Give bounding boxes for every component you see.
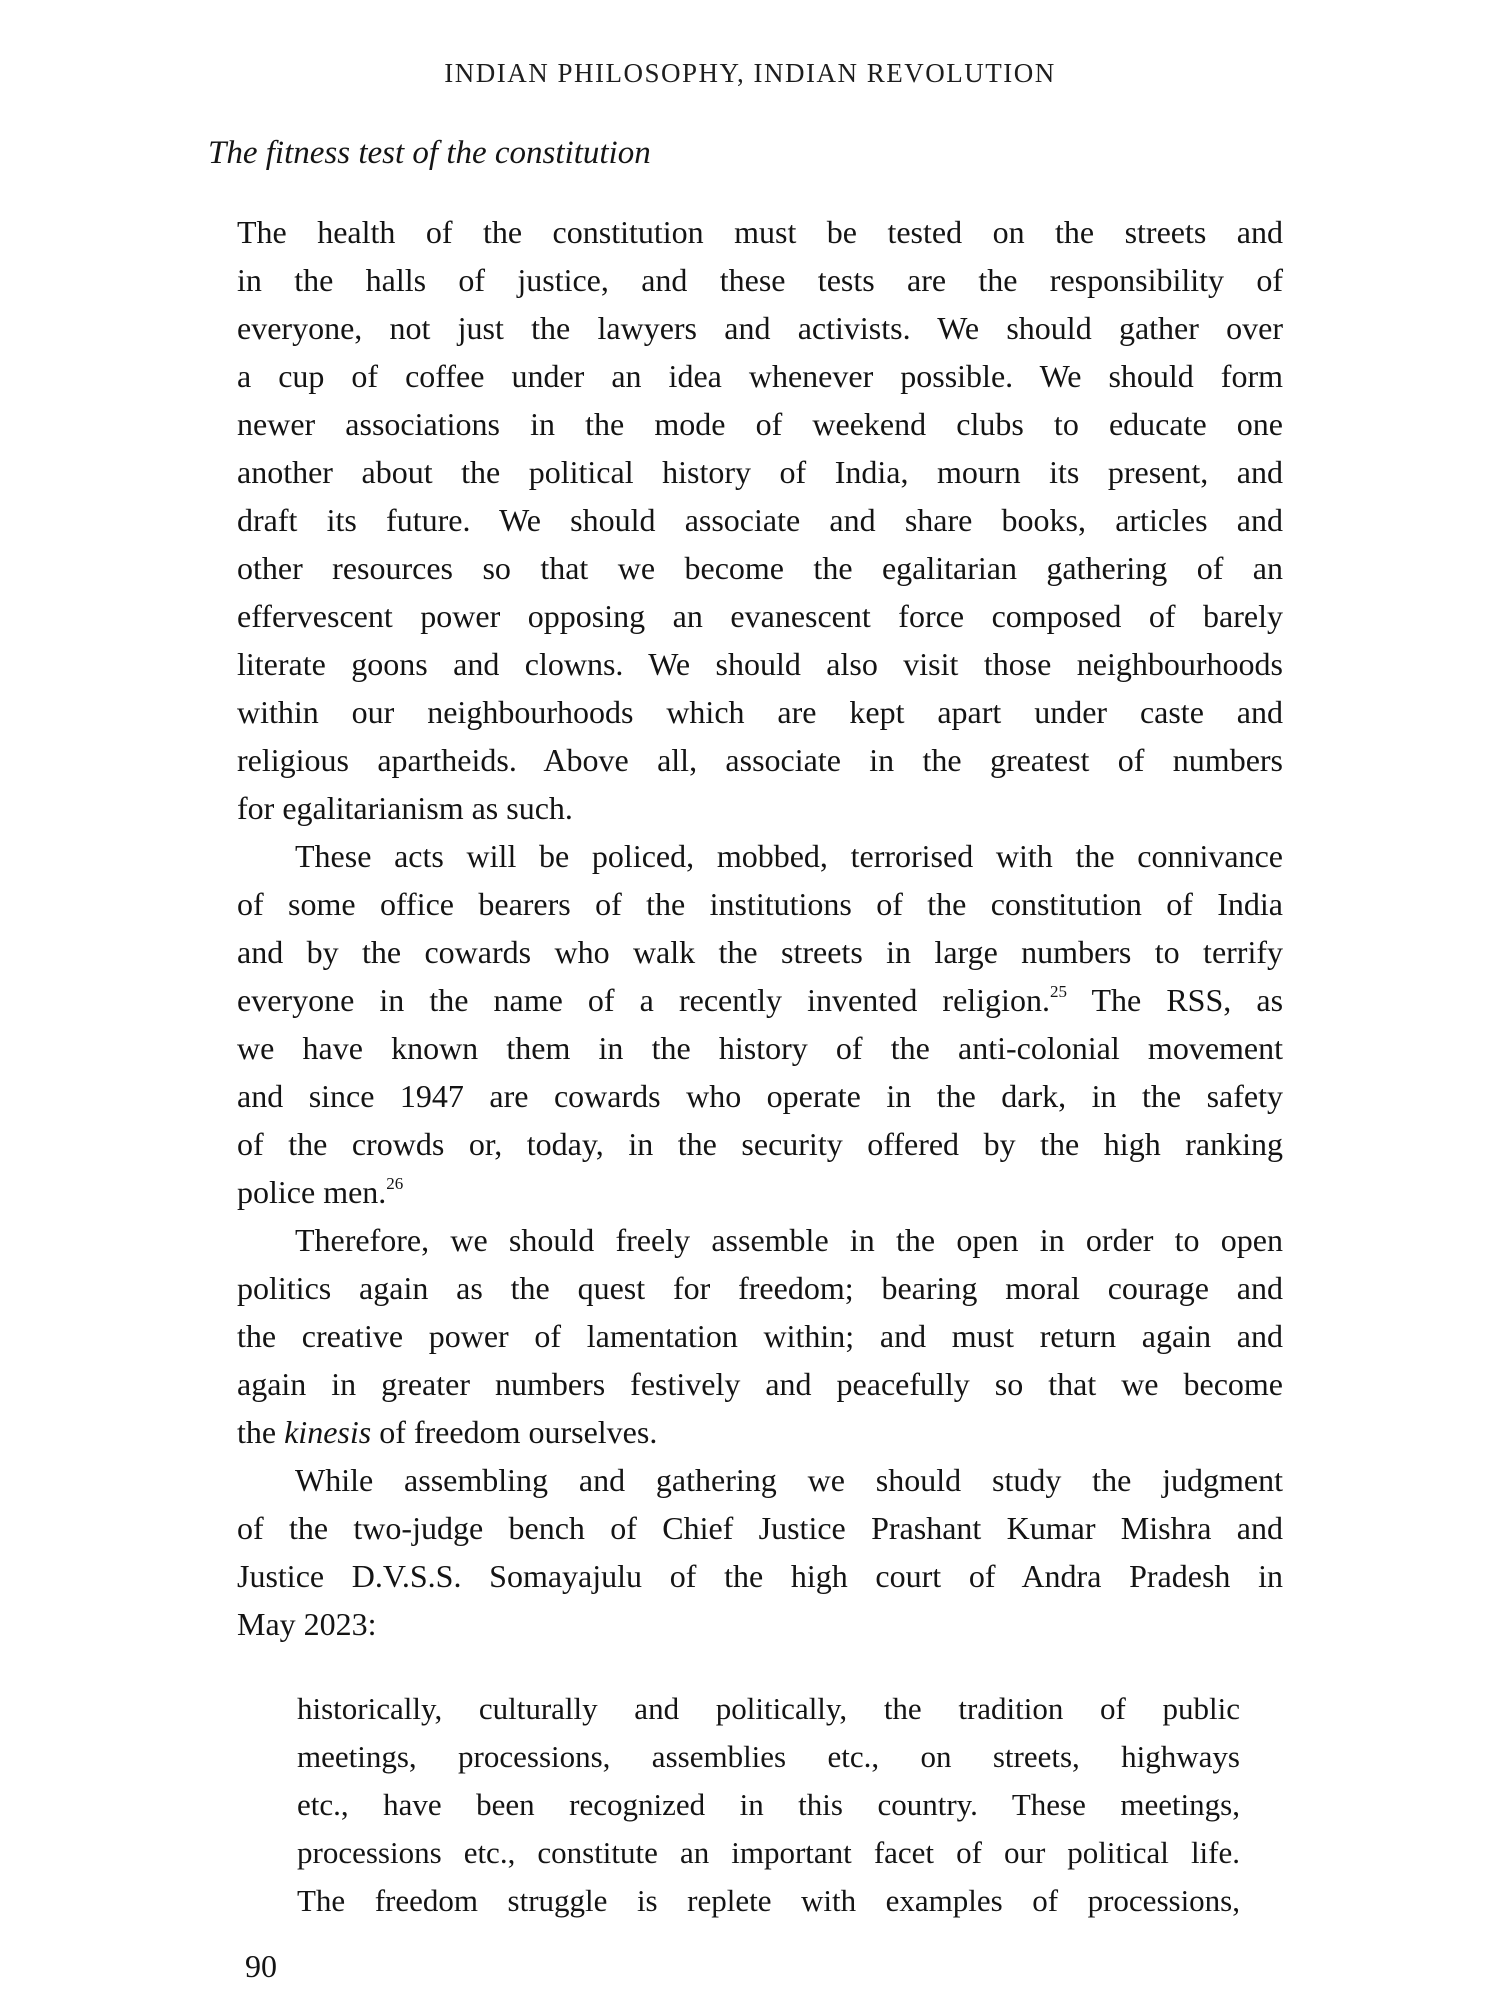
running-head: INDIAN PHILOSOPHY, INDIAN REVOLUTION bbox=[444, 58, 1056, 88]
text-line: another about the political history of India, mourn its present, and bbox=[237, 454, 1283, 490]
text-segment: of freedom ourselves. bbox=[379, 1414, 658, 1450]
text-line: the creative power of lamentation within; and must return again and bbox=[237, 1318, 1283, 1354]
text-line: other resources so that we become the egalitarian gathering of an bbox=[237, 550, 1283, 586]
text-line bbox=[237, 1408, 1283, 1456]
text-line: everyone, not just the lawyers and activists. We should gather over bbox=[237, 310, 1283, 346]
text-segment: everyone in the name of a recently invented religion. bbox=[237, 982, 1050, 1018]
text-line: Justice D.V.S.S. Somayajulu of the high court of Andra Pradesh in bbox=[237, 1558, 1283, 1594]
text-line: These acts will be policed, mobbed, terrorised with the connivance bbox=[295, 838, 1283, 874]
text-line: in the halls of justice, and these tests are the responsibility of bbox=[237, 262, 1283, 298]
section-heading: The fitness test of the constitution bbox=[208, 135, 651, 171]
text-line: a cup of coffee under an idea whenever possible. We should form bbox=[237, 358, 1283, 394]
body-text bbox=[237, 208, 1283, 1648]
text-line: religious apartheids. Above all, associate in the greatest of numbers bbox=[237, 742, 1283, 778]
footnote-marker-25[interactable]: 25 bbox=[1049, 982, 1067, 1001]
paragraph-1 bbox=[237, 208, 1283, 832]
text-line: again in greater numbers festively and peacefully so that we become bbox=[237, 1366, 1283, 1402]
text-line: we have known them in the history of the anti-colonial movement bbox=[237, 1030, 1283, 1066]
text-line: May 2023: bbox=[237, 1606, 377, 1642]
paragraph-4 bbox=[237, 1456, 1283, 1648]
text-line: Therefore, we should freely assemble in the open in order to open bbox=[295, 1222, 1283, 1258]
italic-term: kinesis bbox=[284, 1414, 372, 1450]
quote-line: The freedom struggle is replete with examples of processions, bbox=[297, 1883, 1240, 1918]
quote-line: etc., have been recognized in this country. These meetings, bbox=[297, 1787, 1240, 1822]
text-line: draft its future. We should associate and share books, articles and bbox=[237, 502, 1283, 538]
quote-line: processions etc., constitute an important facet of our political life. bbox=[297, 1835, 1240, 1870]
text-line: of the two-judge bench of Chief Justice Prashant Kumar Mishra and bbox=[237, 1510, 1283, 1546]
quote-line: meetings, processions, assemblies etc., on streets, highways bbox=[297, 1739, 1240, 1774]
page-number: 90 bbox=[245, 1948, 277, 1984]
text-line bbox=[237, 1168, 1283, 1216]
footnote-marker-26[interactable]: 26 bbox=[386, 1174, 404, 1193]
text-line: While assembling and gathering we should study the judgment bbox=[295, 1462, 1283, 1498]
text-segment: The RSS, as bbox=[1091, 982, 1284, 1018]
text-line: and by the cowards who walk the streets in large numbers to terrify bbox=[237, 934, 1283, 970]
text-line: and since 1947 are cowards who operate in the dark, in the safety bbox=[237, 1078, 1283, 1114]
paragraph-2 bbox=[237, 832, 1283, 1216]
text-line: The health of the constitution must be tested on the streets and bbox=[237, 214, 1283, 250]
text-line: newer associations in the mode of weekend clubs to educate one bbox=[237, 406, 1283, 442]
block-quote bbox=[297, 1686, 1240, 1926]
text-line: of the crowds or, today, in the security offered by the high ranking bbox=[237, 1126, 1283, 1162]
paragraph-3 bbox=[237, 1216, 1283, 1456]
quote-line: historically, culturally and politically, the tradition of public bbox=[297, 1691, 1240, 1726]
text-line: literate goons and clowns. We should also visit those neighbourhoods bbox=[237, 646, 1283, 682]
text-line: effervescent power opposing an evanescent force composed of barely bbox=[237, 598, 1283, 634]
text-line: within our neighbourhoods which are kept apart under caste and bbox=[237, 694, 1283, 730]
text-line: of some office bearers of the institutions of the constitution of India bbox=[237, 886, 1283, 922]
text-line bbox=[237, 976, 1283, 1024]
text-line: politics again as the quest for freedom; bearing moral courage and bbox=[237, 1270, 1283, 1306]
text-segment: the bbox=[237, 1414, 277, 1450]
text-segment: police men. bbox=[237, 1174, 387, 1210]
text-line: for egalitarianism as such. bbox=[237, 790, 573, 826]
